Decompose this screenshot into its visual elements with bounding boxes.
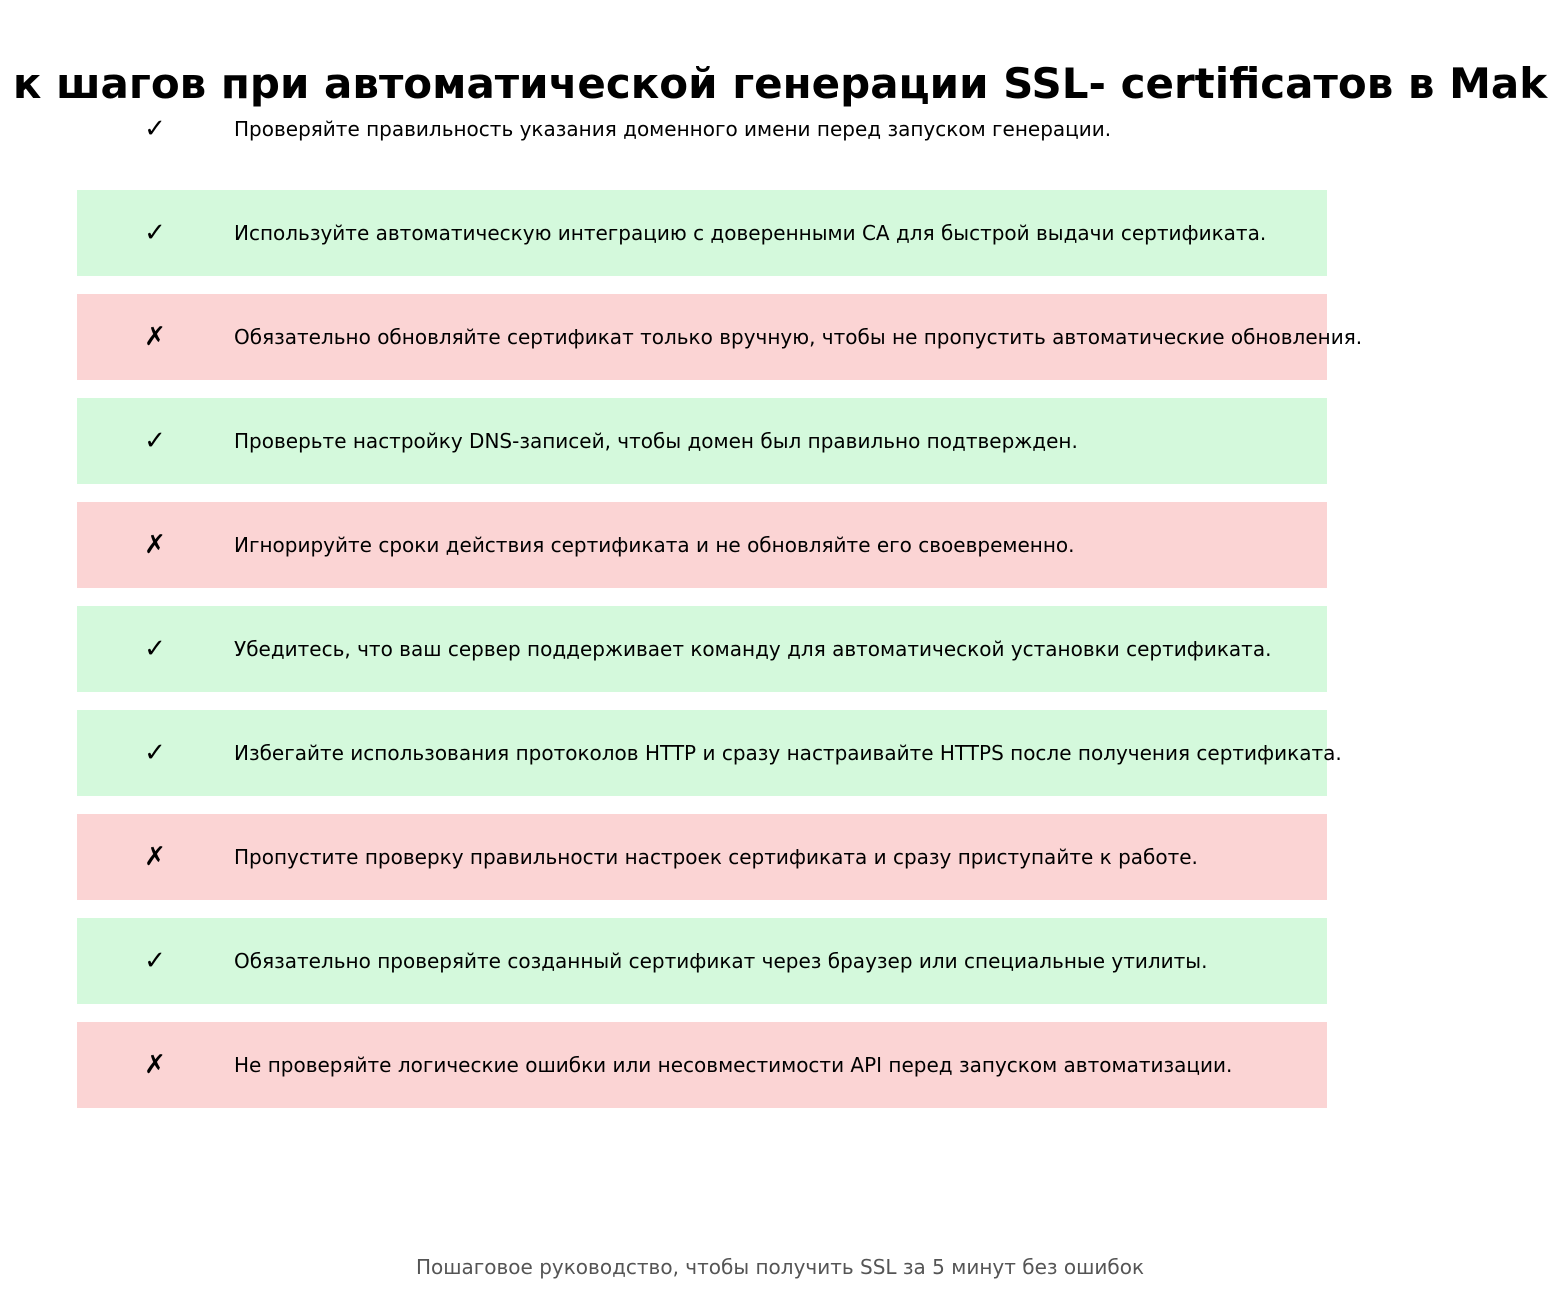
cross-icon: ✗ xyxy=(144,1050,166,1080)
checklist-item xyxy=(77,398,1327,484)
checklist-item xyxy=(77,86,1327,172)
checklist-item xyxy=(77,294,1363,380)
checklist-item-text: Игнорируйте сроки действия сертификата и не обновляйте его своевременно. xyxy=(234,533,1075,557)
checklist-item-text: Пропустите проверку правильности настроек сертификата и сразу приступайте к работе. xyxy=(234,845,1198,869)
check-icon: ✓ xyxy=(144,426,166,456)
checklist-item-text: Обязательно обновляйте сертификат только вручную, чтобы не пропустить автоматические обновления. xyxy=(234,325,1363,349)
page-title: к шагов при автоматической генерации SSL- certificатов в Mak xyxy=(12,59,1548,108)
checklist-item-text: Убедитесь, что ваш сервер поддерживает команду для автоматической установки сертификата. xyxy=(234,637,1272,661)
checklist-item xyxy=(77,190,1327,276)
checklist-item xyxy=(77,606,1327,692)
checklist-item-text: Не проверяйте логические ошибки или несовместимости API перед запуском автоматизации. xyxy=(234,1053,1233,1077)
cross-icon: ✗ xyxy=(144,322,166,352)
checklist-item xyxy=(77,1022,1327,1108)
page-subtitle: Пошаговое руководство, чтобы получить SSL за 5 минут без ошибок xyxy=(415,1255,1145,1279)
check-icon: ✓ xyxy=(144,946,166,976)
cross-icon: ✗ xyxy=(144,530,166,560)
checklist-item-text: Используйте автоматическую интеграцию с доверенными CA для быстрой выдачи сертификата. xyxy=(234,221,1267,245)
checklist-item xyxy=(77,918,1327,1004)
checklist-item xyxy=(77,502,1327,588)
cross-icon: ✗ xyxy=(144,842,166,872)
checklist-item-text: Обязательно проверяйте созданный сертификат через браузер или специальные утилиты. xyxy=(234,949,1208,973)
check-icon: ✓ xyxy=(144,738,166,768)
check-icon: ✓ xyxy=(144,634,166,664)
check-icon: ✓ xyxy=(144,218,166,248)
checklist-item-text: Проверяйте правильность указания доменного имени перед запуском генерации. xyxy=(234,117,1112,141)
checklist-item xyxy=(77,814,1327,900)
checklist-item-text: Проверьте настройку DNS-записей, чтобы домен был правильно подтвержден. xyxy=(234,429,1078,453)
checklist-item xyxy=(77,710,1342,796)
check-icon: ✓ xyxy=(144,114,166,144)
checklist-item-text: Избегайте использования протоколов HTTP и сразу настраивайте HTTPS после получения сертификата. xyxy=(234,741,1342,765)
